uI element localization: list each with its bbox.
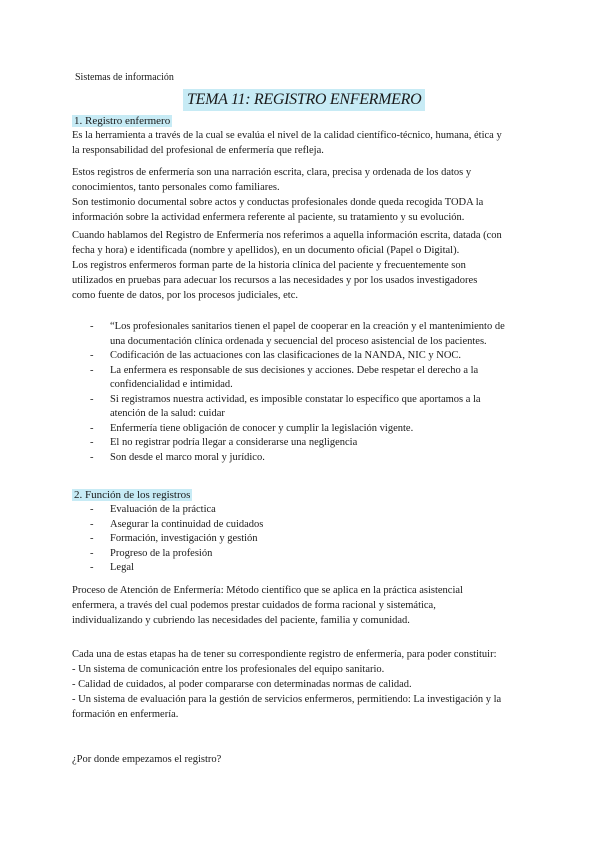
list-item-line: - La enfermera es responsable de sus decisiones y acciones. Debe respetar el derecho a la — [110, 364, 479, 376]
list-item-line: - “Los profesionales sanitarios tienen el papel de cooperar en la creación y el mantenimiento de — [110, 321, 505, 332]
text-line: - Un sistema de comunicación entre los profesionales del equipo sanitario. — [72, 664, 385, 675]
list-item — [90, 451, 530, 466]
list-item-line: atención de la salud: cuidar — [110, 408, 225, 419]
text-line: la responsabilidad del profesional de enfermería que refleja. — [72, 145, 324, 156]
list-item: - Evaluación de la práctica — [90, 503, 390, 518]
list-item — [90, 320, 530, 349]
text-line: - Un sistema de evaluación para la gestión de servicios enfermeros, permitiendo: La investigación y la — [72, 694, 502, 705]
list-item-line: - Enfermería tiene obligación de conocer y cumplir la legislación vigente. — [110, 422, 414, 434]
text-line: enfermera, a través del cual podemos prestar cuidados de forma racional y sistemática, — [72, 600, 436, 611]
text-line: Son testimonio documental sobre actos y conductas profesionales donde queda recogida TODA la — [72, 197, 484, 208]
section-2-heading — [72, 488, 192, 502]
section-1-paragraph-2 — [72, 165, 532, 225]
section-1-paragraph-3 — [72, 228, 532, 303]
section-1-paragraph-1 — [72, 128, 532, 158]
page-title: TEMA 11: REGISTRO ENFERMERO — [183, 89, 425, 111]
text-line: Es la herramienta a través de la cual se evalúa el nivel de la calidad científico-técnico, humana, ética y — [72, 130, 502, 141]
text-line: - Calidad de cuidados, al poder compararse con determinadas normas de calidad. — [72, 679, 412, 690]
text-line: fecha y hora) e identificada (nombre y apellidos), en un documento oficial (Papel o Digital). — [72, 245, 460, 256]
text-line: Cada una de estas etapas ha de tener su correspondiente registro de enfermería, para poder constituir: — [72, 649, 497, 660]
section-1-heading-text: 1. Registro enfermero — [74, 115, 171, 127]
closing-question: ¿Por donde empezamos el registro? — [72, 754, 222, 765]
text-line: Estos registros de enfermería son una narración escrita, clara, precisa y ordenada de los datos y — [72, 167, 472, 178]
list-item-line: - El no registrar podría llegar a considerarse una negligencia — [110, 437, 358, 448]
document-header: Sistemas de información — [75, 72, 174, 83]
list-item: - Progreso de la profesión — [90, 547, 390, 562]
list-item-line: una documentación clínica ordenada y secuencial del proceso asistencial de los pacientes. — [110, 335, 487, 347]
list-item: - Formación, investigación y gestión — [90, 532, 390, 547]
list-item — [90, 393, 530, 422]
list-item-line: confidencialidad e intimidad. — [110, 379, 233, 390]
section-1-heading — [72, 114, 172, 128]
list-item — [90, 364, 530, 393]
text-line: individualizando y cubriendo las necesidades del paciente, familia y comunidad. — [72, 615, 410, 626]
section-1-bullet-list — [90, 320, 530, 465]
text-line: información sobre la actividad enfermera referente al paciente, su tratamiento y su evolución. — [72, 212, 465, 223]
text-line: Proceso de Atención de Enfermería: Método científico que se aplica en la práctica asistencial — [72, 585, 463, 596]
text-line: formación en enfermería. — [72, 709, 179, 720]
text-line: conocimientos, tanto personales como familiares. — [72, 182, 280, 193]
list-item: - Asegurar la continuidad de cuidados — [90, 518, 390, 533]
list-item — [90, 349, 530, 364]
list-item-line: - Si registramos nuestra actividad, es imposible constatar lo específico que aportamos a la — [110, 393, 481, 405]
list-item-line: - Son desde el marco moral y jurídico. — [110, 451, 265, 463]
section-2-paragraph-2 — [72, 647, 532, 722]
text-line: Los registros enfermeros forman parte de la historia clínica del paciente y frecuentemente son — [72, 260, 466, 271]
section-2-bullet-list — [90, 503, 390, 576]
section-2-paragraph-1 — [72, 583, 532, 628]
section-2-heading-text: 2. Función de los registros — [74, 489, 191, 501]
text-line: utilizados en pruebas para adecuar los recursos a las necesidades y por los usados investigadores — [72, 275, 478, 286]
list-item — [90, 422, 530, 437]
list-item: - Legal — [90, 561, 390, 576]
text-line: como fuente de datos, por los procesos judiciales, etc. — [72, 290, 298, 301]
list-item — [90, 436, 530, 451]
text-line: Cuando hablamos del Registro de Enfermería nos referimos a aquella información escrita, datada (con — [72, 230, 502, 241]
list-item-line: - Codificación de las actuaciones con las clasificaciones de la NANDA, NIC y NOC. — [110, 350, 462, 361]
